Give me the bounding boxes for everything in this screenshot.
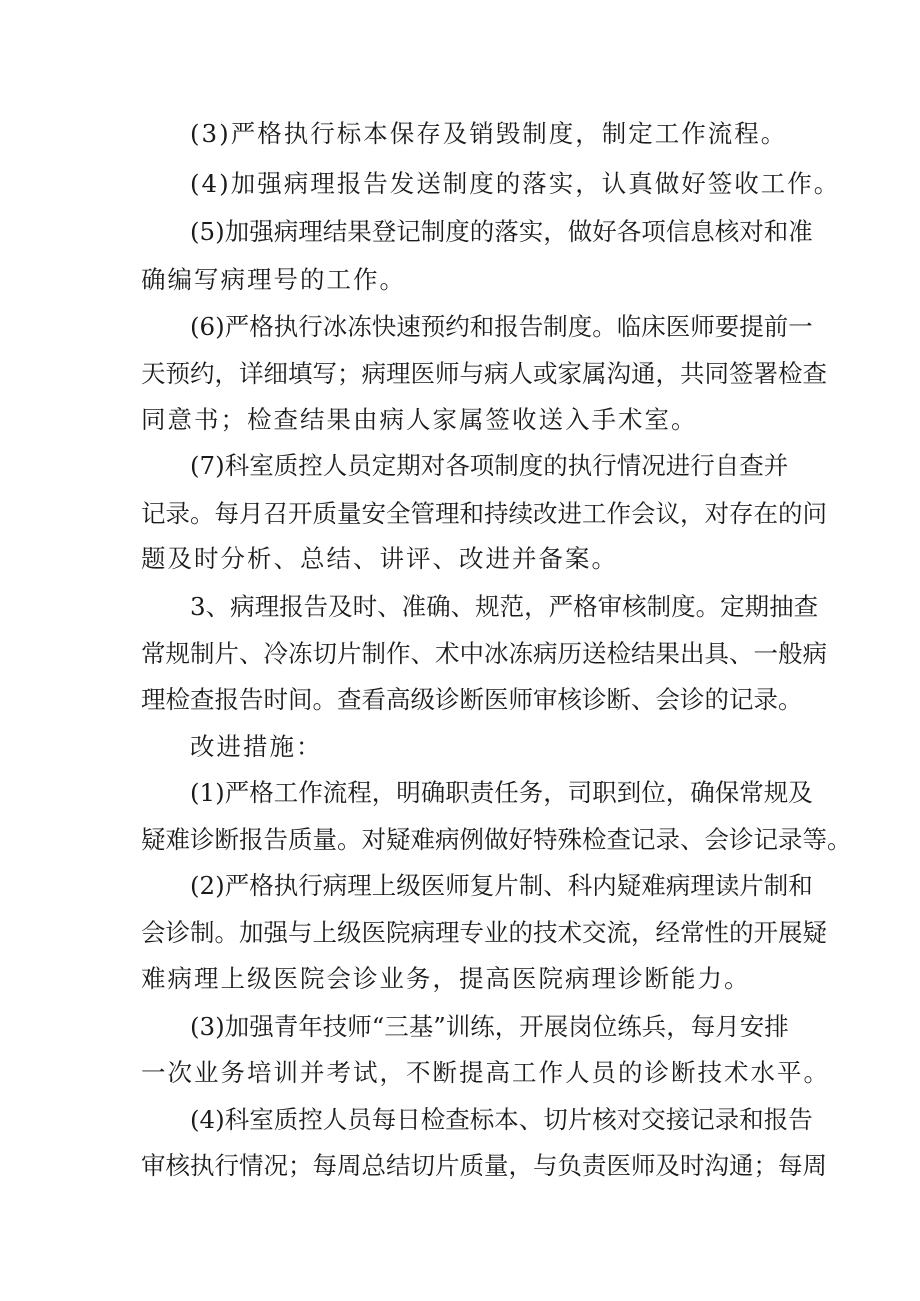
text-line: 常规制片、冷冻切片制作、术中冰冻病历送检结果出具、一般病 bbox=[141, 639, 827, 668]
text-line: 记录。每月召开质量安全管理和持续改进工作会议，对存在的问 bbox=[141, 499, 827, 528]
section-heading: 改进措施： bbox=[190, 732, 323, 761]
text-line: 疑难诊断报告质量。对疑难病例做好特殊检查记录、会诊记录等。 bbox=[141, 825, 852, 854]
text-line: (2)严格执行病理上级医师复片制、科内疑难病理读片制和 bbox=[190, 871, 813, 900]
text-line: (4)科室质控人员每日检查标本、切片核对交接记录和报告 bbox=[190, 1105, 813, 1134]
text-line: (3)加强青年技师“三基”训练，开展岗位练兵，每月安排 bbox=[190, 1012, 789, 1041]
text-line: 确编写病理号的工作。 bbox=[141, 265, 406, 294]
text-line: 天预约，详细填写；病理医师与病人或家属沟通，共同签署检查 bbox=[141, 359, 827, 388]
text-line: 审核执行情况；每周总结切片质量，与负责医师及时沟通；每周 bbox=[141, 1151, 827, 1180]
text-line: 难病理上级医院会诊业务，提高医院病理诊断能力。 bbox=[141, 964, 751, 993]
text-line: 会诊制。加强与上级医院病理专业的技术交流，经常性的开展疑 bbox=[141, 918, 827, 947]
text-line: (7)科室质控人员定期对各项制度的执行情况进行自查并 bbox=[190, 451, 789, 480]
text-line: 题及时分析、总结、讲评、改进并备案。 bbox=[141, 544, 618, 573]
text-line: (3)严格执行标本保存及销毁制度，制定工作流程。 bbox=[190, 119, 788, 148]
text-line: (6)严格执行冰冻快速预约和报告制度。临床医师要提前一 bbox=[190, 312, 813, 341]
text-line: 理检查报告时间。查看高级诊断医师审核诊断、会诊的记录。 bbox=[141, 685, 803, 714]
text-line: (4)加强病理报告发送制度的落实，认真做好签收工作。 bbox=[190, 169, 841, 198]
text-line: 3、病理报告及时、准确、规范，严格审核制度。定期抽查 bbox=[190, 592, 819, 621]
text-line: 一次业务培训并考试，不断提高工作人员的诊断技术水平。 bbox=[141, 1058, 830, 1087]
text-line: (5)加强病理结果登记制度的落实，做好各项信息核对和准 bbox=[190, 217, 813, 246]
text-line: (1)严格工作流程，明确职责任务，司职到位，确保常规及 bbox=[190, 778, 813, 807]
text-line: 同意书；检查结果由病人家属签收送入手术室。 bbox=[141, 405, 698, 434]
